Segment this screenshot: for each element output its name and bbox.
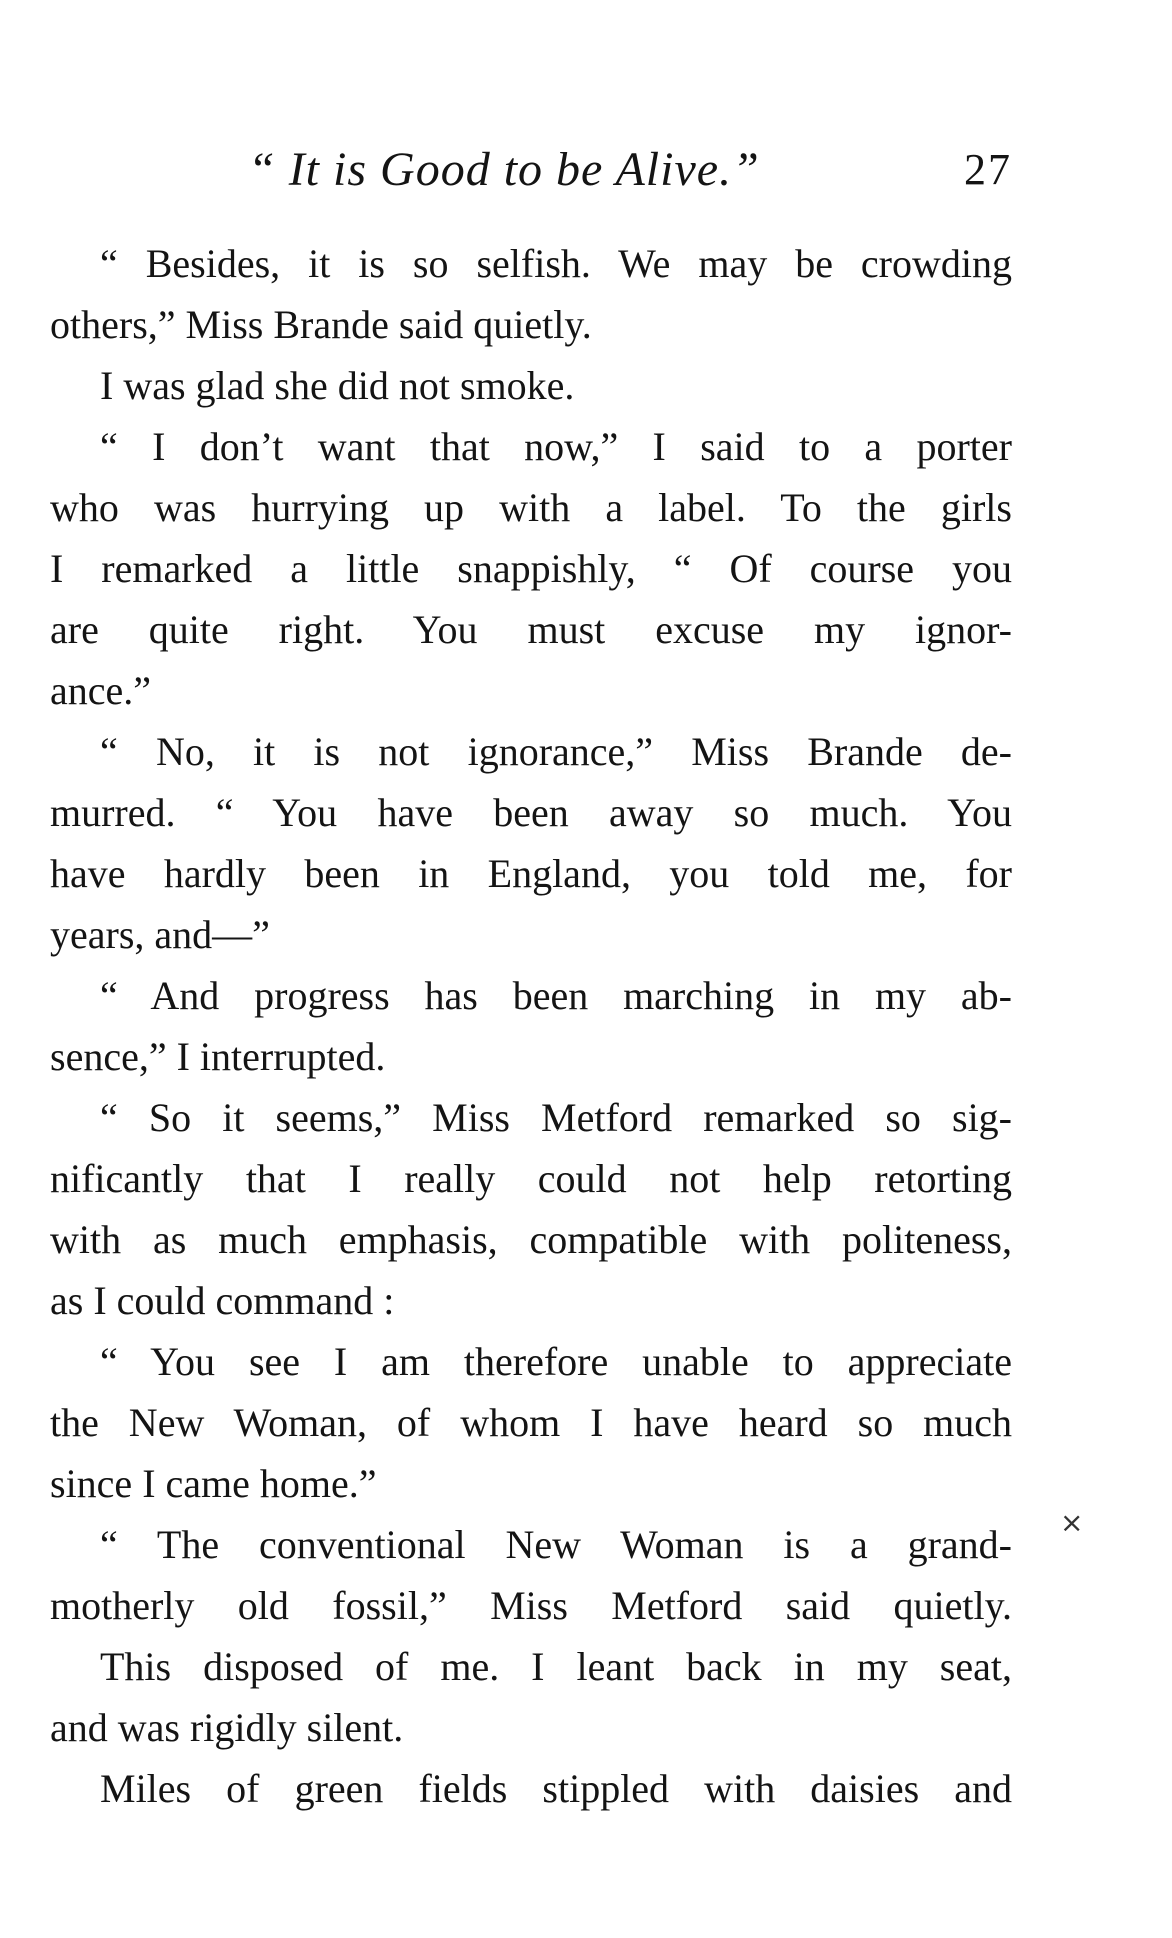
text-line: have hardly been in England, you told me, for bbox=[50, 851, 1012, 896]
text-line: murred. “ You have been away so much. You bbox=[50, 790, 1012, 835]
text-line: as I could command : bbox=[50, 1278, 395, 1323]
body-text bbox=[50, 233, 1012, 1819]
text-line: the New Woman, of whom I have heard so much bbox=[50, 1400, 1012, 1445]
text-line: “ So it seems,” Miss Metford remarked so sig- bbox=[100, 1095, 1012, 1140]
text-line: “ And progress has been marching in my ab- bbox=[100, 973, 1012, 1018]
margin-mark: × bbox=[1060, 1506, 1084, 1539]
text-line: “ I don’t want that now,” I said to a porter bbox=[100, 424, 1012, 469]
text-line: since I came home.” bbox=[50, 1461, 377, 1506]
text-line: and was rigidly silent. bbox=[50, 1705, 404, 1750]
running-title: “ It is Good to be Alive.” bbox=[248, 143, 760, 196]
text-line: “ Besides, it is so selfish. We may be crowding bbox=[100, 241, 1012, 286]
running-head bbox=[50, 140, 1012, 200]
text-line: motherly old fossil,” Miss Metford said quietly. bbox=[50, 1583, 1012, 1628]
text-line: with as much emphasis, compatible with politeness, bbox=[50, 1217, 1012, 1262]
text-line: sence,” I interrupted. bbox=[50, 1034, 386, 1079]
text-line: years, and—” bbox=[50, 912, 270, 957]
text-line: “ No, it is not ignorance,” Miss Brande de- bbox=[100, 729, 1012, 774]
text-line: nificantly that I really could not help retorting bbox=[50, 1156, 1012, 1201]
text-line: I was glad she did not smoke. bbox=[100, 363, 575, 408]
text-line: Miles of green fields stippled with daisies and bbox=[100, 1766, 1012, 1811]
text-line: This disposed of me. I leant back in my seat, bbox=[100, 1644, 1012, 1689]
text-line: others,” Miss Brande said quietly. bbox=[50, 302, 592, 347]
text-line: are quite right. You must excuse my ignor- bbox=[50, 607, 1012, 652]
text-line: I remarked a little snappishly, “ Of course you bbox=[50, 546, 1012, 591]
text-line: “ You see I am therefore unable to appreciate bbox=[100, 1339, 1012, 1384]
page-number: 27 bbox=[964, 145, 1012, 194]
text-line: ance.” bbox=[50, 668, 152, 713]
text-line: “ The conventional New Woman is a grand- bbox=[100, 1522, 1012, 1567]
text-line: who was hurrying up with a label. To the girls bbox=[50, 485, 1012, 530]
